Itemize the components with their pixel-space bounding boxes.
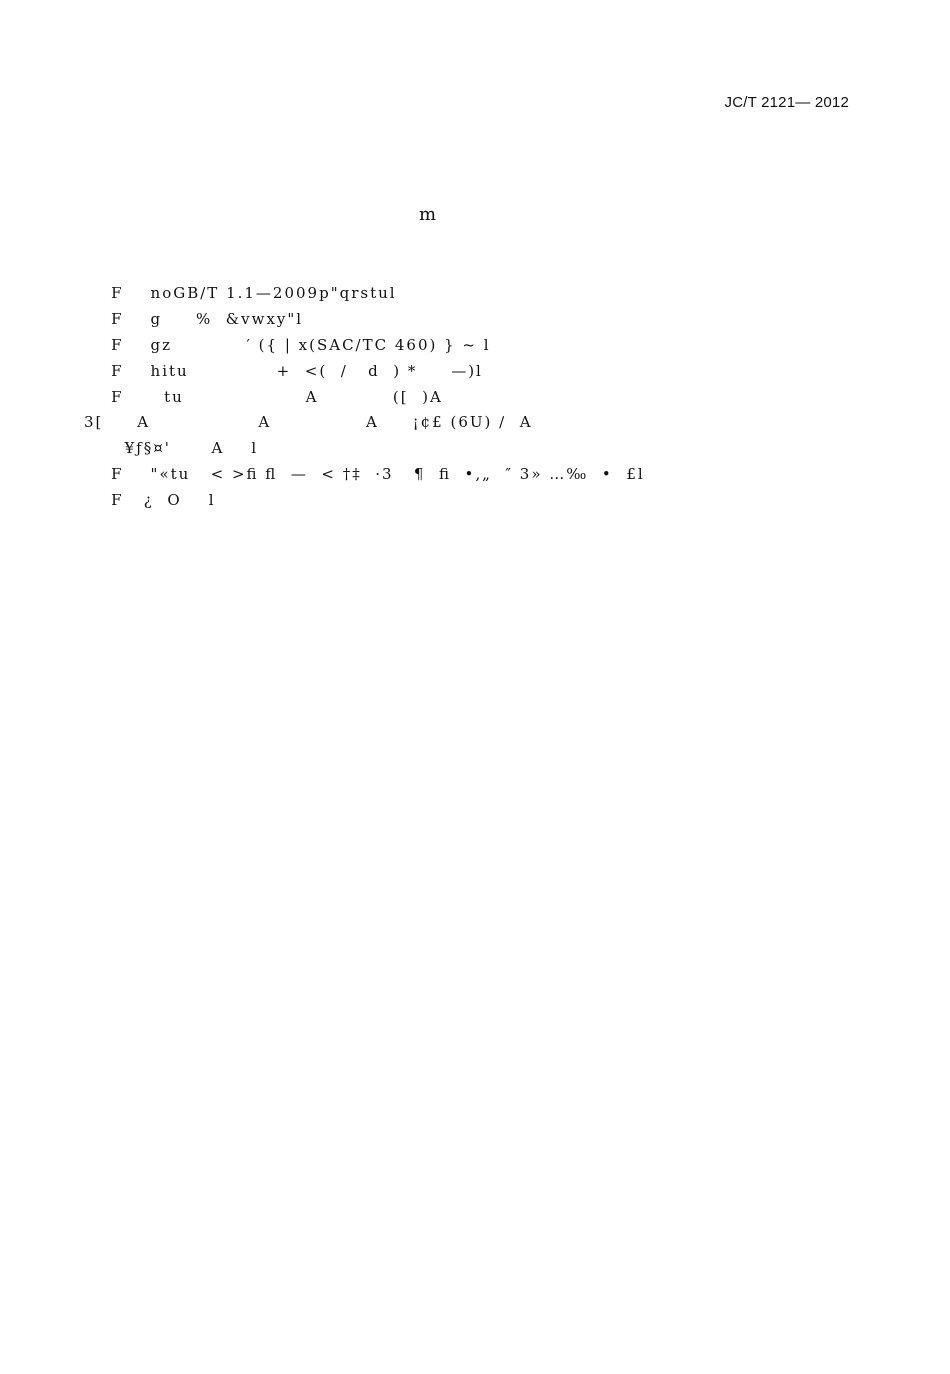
body-line: F tu A ([ )A: [84, 388, 443, 406]
body-line: F gz ′ ({ | x(SAC/TC 460) } ~ l: [84, 336, 491, 354]
body-line: 3[ A A A ¡¢£ (6U) ∕ A: [84, 413, 533, 431]
body-line: F ¿ O l: [84, 491, 216, 509]
standard-code: JC/T 2121— 2012: [724, 94, 849, 111]
body-line: F noGB/T 1.1—2009p"qrstul: [84, 284, 397, 302]
body-line: F g % &vwxy"l: [84, 310, 304, 328]
section-heading: m: [418, 204, 437, 225]
body-line: F hitu + <( / d ) * —)l: [84, 362, 483, 380]
body-line: ¥ƒ§¤' A l: [84, 439, 259, 457]
body-line: F "«tu < >ﬁ ﬂ — < †‡ ·3 ¶ ﬁ •‚„ ″ 3» …‰ • £l: [84, 465, 645, 483]
